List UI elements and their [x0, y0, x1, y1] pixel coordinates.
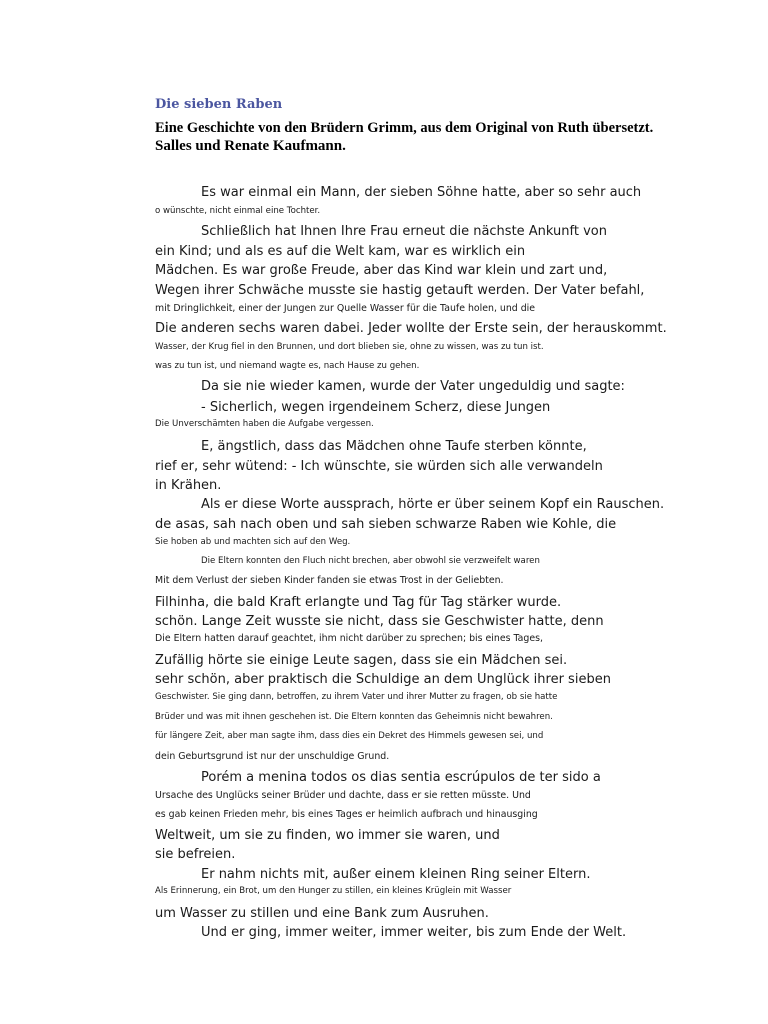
- text-line: Wasser, der Krug fiel in den Brunnen, und dort blieben sie, ohne zu wissen, was zu tun ist.: [155, 342, 544, 352]
- subtitle-line-1: Eine Geschichte von den Brüdern Grimm, aus dem Original von Ruth übersetzt.: [155, 120, 654, 136]
- story-title: Die sieben Raben: [155, 97, 283, 112]
- text-line: Er nahm nichts mit, außer einem kleinen Ring seiner Eltern.: [201, 867, 591, 882]
- text-line: ein Kind; und als es auf die Welt kam, war es wirklich ein: [155, 244, 526, 259]
- text-line: Weltweit, um sie zu finden, wo immer sie waren, und: [155, 828, 500, 843]
- text-line: mit Dringlichkeit, einer der Jungen zur Quelle Wasser für die Taufe holen, und die: [155, 303, 536, 314]
- text-line: - Sicherlich, wegen irgendeinem Scherz, diese Jungen: [201, 400, 551, 415]
- text-line: Die anderen sechs waren dabei. Jeder wollte der Erste sein, der herauskommt.: [155, 321, 667, 336]
- text-line: in Krähen.: [155, 478, 222, 493]
- text-line: sie befreien.: [155, 847, 236, 862]
- text-line: dein Geburtsgrund ist nur der unschuldige Grund.: [155, 751, 390, 762]
- text-line: Mädchen. Es war große Freude, aber das Kind war klein und zart und,: [155, 263, 608, 278]
- text-line: Ursache des Unglücks seiner Brüder und dachte, dass er sie retten müsste. Und: [155, 790, 531, 801]
- text-line: Filhinha, die bald Kraft erlangte und Tag für Tag stärker wurde.: [155, 595, 562, 610]
- text-line: Als Erinnerung, ein Brot, um den Hunger zu stillen, ein kleines Krüglein mit Wasser: [155, 886, 512, 896]
- text-line: Die Eltern konnten den Fluch nicht brechen, aber obwohl sie verzweifelt waren: [201, 556, 540, 566]
- text-line: Die Eltern hatten darauf geachtet, ihm nicht darüber zu sprechen; bis eines Tages,: [155, 633, 543, 644]
- text-line: Schließlich hat Ihnen Ihre Frau erneut die nächste Ankunft von: [201, 224, 607, 239]
- subtitle-line-2: Salles und Renate Kaufmann.: [155, 138, 346, 154]
- text-line: Und er ging, immer weiter, immer weiter, bis zum Ende der Welt.: [201, 925, 627, 940]
- text-line: Die Unverschämten haben die Aufgabe vergessen.: [155, 419, 374, 429]
- text-line: Brüder und was mit ihnen geschehen ist. Die Eltern konnten das Geheimnis nicht bewahren.: [155, 712, 553, 722]
- text-line: de asas, sah nach oben und sah sieben schwarze Raben wie Kohle, die: [155, 517, 617, 532]
- text-line: für längere Zeit, aber man sagte ihm, dass dies ein Dekret des Himmels gewesen sei, und: [155, 731, 544, 741]
- text-line: Geschwister. Sie ging dann, betroffen, zu ihrem Vater und ihrer Mutter zu fragen, ob sie hatte: [155, 692, 558, 702]
- text-line: Mit dem Verlust der sieben Kinder fanden sie etwas Trost in der Geliebten.: [155, 575, 504, 586]
- text-line: Da sie nie wieder kamen, wurde der Vater ungeduldig und sagte:: [201, 379, 625, 394]
- text-line: E, ängstlich, dass das Mädchen ohne Taufe sterben könnte,: [201, 439, 587, 454]
- text-line: o wünschte, nicht einmal eine Tochter.: [155, 206, 321, 216]
- text-line: sehr schön, aber praktisch die Schuldige an dem Unglück ihrer sieben: [155, 672, 611, 687]
- text-line: was zu tun ist, und niemand wagte es, nach Hause zu gehen.: [155, 361, 420, 371]
- text-line: rief er, sehr wütend: - Ich wünschte, sie würden sich alle verwandeln: [155, 459, 603, 474]
- text-line: Als er diese Worte aussprach, hörte er über seinem Kopf ein Rauschen.: [201, 497, 665, 512]
- text-line: Wegen ihrer Schwäche musste sie hastig getauft werden. Der Vater befahl,: [155, 283, 645, 298]
- text-line: es gab keinen Frieden mehr, bis eines Tages er heimlich aufbrach und hinausging: [155, 809, 538, 820]
- text-line: schön. Lange Zeit wusste sie nicht, dass sie Geschwister hatte, denn: [155, 614, 604, 629]
- text-line: Sie hoben ab und machten sich auf den Weg.: [155, 537, 351, 547]
- text-line: um Wasser zu stillen und eine Bank zum Ausruhen.: [155, 906, 489, 921]
- text-line: Porém a menina todos os dias sentia escrúpulos de ter sido a: [201, 770, 601, 785]
- text-line: Zufällig hörte sie einige Leute sagen, dass sie ein Mädchen sei.: [155, 653, 568, 668]
- text-line: Es war einmal ein Mann, der sieben Söhne hatte, aber so sehr auch: [201, 185, 642, 200]
